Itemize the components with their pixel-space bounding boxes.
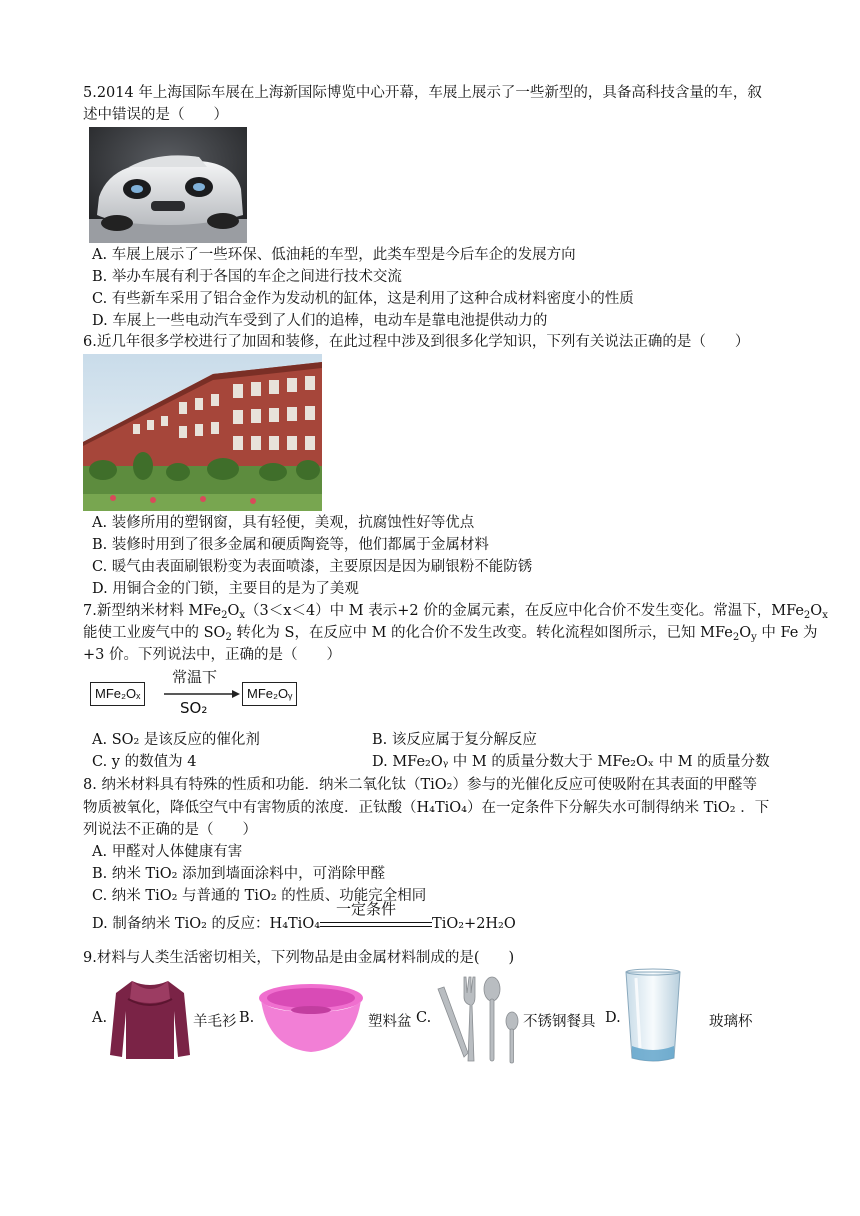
q7-stem-line2: 能使工业废气中的 $SO_2$ 转化为 S，在反应中 M 的化合价不发生改变。转化流程如图所示，已知 $MFe_2O_y$ 中 Fe 为 bbox=[83, 625, 818, 643]
flow-left-box: MFe₂Oₓ bbox=[90, 682, 145, 706]
q9-option-b-label: 塑料盆 bbox=[368, 1014, 412, 1030]
q9-stem: 9.材料与人类生活密切相关，下列物品是由金属材料制成的是( ) bbox=[83, 950, 515, 966]
q6-stem: 6.近几年很多学校进行了加固和装修，在此过程中涉及到很多化学知识，下列有关说法正确的是（ ） bbox=[83, 334, 750, 350]
q5-stem-line1: 5.2014 年上海国际车展在上海新国际博览中心开幕，车展上展示了一些新型的，具备高科技含量的车，叙 bbox=[83, 85, 762, 101]
q6-option-a: A. 装修所用的塑钢窗，具有轻便，美观，抗腐蚀性好等优点 bbox=[92, 515, 475, 531]
reaction-condition-arrow bbox=[320, 900, 432, 934]
q7-option-a: A. SO₂ 是该反应的催化剂 bbox=[92, 732, 260, 748]
q5-option-d: D. 车展上一些电动汽车受到了人们的追棒，电动车是靠电池提供动力的 bbox=[92, 313, 548, 329]
q9-option-a-label: 羊毛衫 bbox=[193, 1014, 237, 1030]
school-building-photo bbox=[83, 354, 322, 511]
q8-option-d bbox=[92, 900, 516, 934]
flow-condition-bottom: SO₂ bbox=[180, 699, 208, 717]
q6-option-c: C. 暖气由表面刷银粉变为表面喷漆，主要原因是因为刷银粉不能防锈 bbox=[92, 559, 533, 575]
q6-option-b: B. 装修时用到了很多金属和硬质陶瓷等，他们都属于金属材料 bbox=[92, 537, 489, 553]
q7-stem-line1: 7.新型纳米材料 $MFe_2O_x(3<x<4)$中 M 表示+2 价的金属元素，在反应中化合价不发生变化。常温下，$MFe_2O_x$ bbox=[83, 603, 828, 621]
sweater-image bbox=[110, 975, 190, 1059]
q8-option-a: A. 甲醛对人体健康有害 bbox=[92, 844, 243, 860]
q5-option-c: C. 有些新车采用了铝合金作为发动机的缸体，这是利用了这种合成材料密度小的性质 bbox=[92, 291, 634, 307]
q7-option-d: D. MFe₂Oᵧ 中 M 的质量分数大于 MFe₂Oₓ 中 M 的质量分数 bbox=[372, 754, 770, 770]
q7-flow-diagram bbox=[88, 668, 328, 720]
q7-option-b: B. 该反应属于复分解反应 bbox=[372, 732, 537, 748]
stainless-cutlery-image bbox=[434, 975, 522, 1065]
q7-stem-line3: +3 价。下列说法中，正确的是（ ） bbox=[83, 647, 341, 663]
concept-car-photo bbox=[89, 127, 247, 243]
q8-option-d-products: TiO₂+2H₂O bbox=[432, 916, 516, 932]
q9-option-a-letter: A. bbox=[92, 1010, 108, 1026]
q7-option-c: C. y 的数值为 4 bbox=[92, 754, 197, 770]
q5-option-a: A. 车展上展示了一些环保、低油耗的车型，此类车型是今后车企的发展方向 bbox=[92, 247, 576, 263]
q8-option-b: B. 纳米 TiO₂ 添加到墙面涂料中，可消除甲醛 bbox=[92, 866, 386, 882]
plastic-basin-image bbox=[258, 982, 364, 1056]
q8-stem-line1: 8. 纳米材料具有特殊的性质和功能．纳米二氧化钛（TiO₂）参与的光催化反应可使吸附在其表面的甲醛等 bbox=[83, 777, 757, 793]
q8-stem-line2: 物质被氧化，降低空气中有害物质的浓度．正钛酸（H₄TiO₄）在一定条件下分解失水可制得纳米 TiO₂ ．下 bbox=[83, 800, 770, 816]
q9-option-b-letter: B. bbox=[239, 1010, 255, 1026]
q5-stem-line2: 述中错误的是（ ） bbox=[83, 107, 228, 123]
q6-option-d: D. 用铜合金的门锁，主要目的是为了美观 bbox=[92, 581, 359, 597]
q9-option-c-label: 不锈钢餐具 bbox=[523, 1014, 596, 1030]
q9-option-d-label: 玻璃杯 bbox=[709, 1014, 753, 1030]
q8-option-d-prefix: D. 制备纳米 TiO₂ 的反应：H₄TiO₄ bbox=[92, 916, 321, 932]
q5-option-b: B. 举办车展有利于各国的车企之间进行技术交流 bbox=[92, 269, 402, 285]
flow-condition-top: 常温下 bbox=[172, 668, 218, 686]
q9-option-d-letter: D. bbox=[605, 1010, 621, 1026]
q8-stem-line3: 列说法不正确的是（ ） bbox=[83, 822, 257, 838]
q9-option-c-letter: C. bbox=[416, 1010, 432, 1026]
glass-cup-image bbox=[624, 968, 682, 1066]
reaction-condition-label: 一定条件 bbox=[336, 900, 397, 918]
flow-right-box: MFe₂Oᵧ bbox=[242, 682, 297, 706]
q8-option-c: C. 纳米 TiO₂ 与普通的 TiO₂ 的性质、功能完全相同 bbox=[92, 888, 427, 904]
